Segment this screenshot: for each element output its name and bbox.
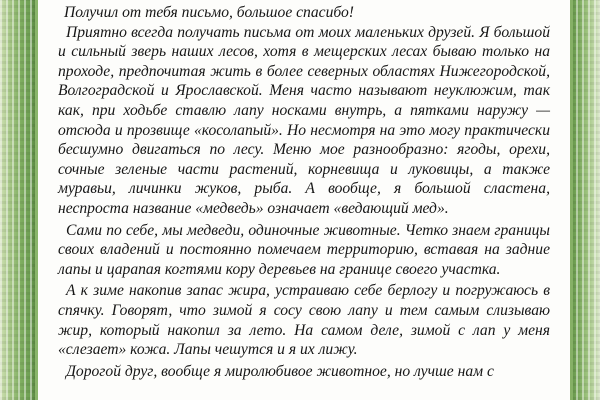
letter-greeting: Получил от тебя письмо, большое спасибо! xyxy=(64,4,354,21)
letter-paragraph-4: Дорогой друг, вообще я миролюбивое животное, но лучше нам с xyxy=(66,362,494,380)
letter-paragraph-1: Приятно всегда получать письма от моих маленьких друзей. Я большой и сильный зверь наших лесов, хотя в мещерских лесах бываю только на проходе, предпочитая жить в более северных областях Нижегородской, Волгоградской и Ярославской. Меня часто называют неуклюжим, так как, при ходьбе ставлю лапу носками внутрь, а пятками наружу — отсюда и прозвище «косолапый». Но несмотря на это могу практически бесшумно двигаться по лесу. Меню мое разнообразно: ягоды, орехи, сочные зеленые части растений, корневища и луковицы, а также муравьи, личинки жуков, рыба. А вообще, я большой сластена, неспроста название «медведь» означает «ведающий мед». xyxy=(58,23,550,217)
right-decorative-border xyxy=(570,0,600,400)
letter-paragraph-2: Сами по себе, мы медведи, одиночные животные. Четко знаем границы своих владений и постоянно помечаем территорию, вставая на задние лапы и царапая когтями кору деревьев на границе своего участка. xyxy=(58,221,550,278)
letter-paragraph-3: А к зиме накопив запас жира, устраиваю себе берлогу и погружаюсь в спячку. Говорят, что зимой я сосу свою лапу и тем самым слизываю жир, который накопил за лето. На самом деле, зимой с лап у меня «слезает» кожа. Лапы чешутся и я их лижу. xyxy=(58,282,550,359)
letter-body xyxy=(58,3,550,400)
left-decorative-border xyxy=(0,0,38,400)
